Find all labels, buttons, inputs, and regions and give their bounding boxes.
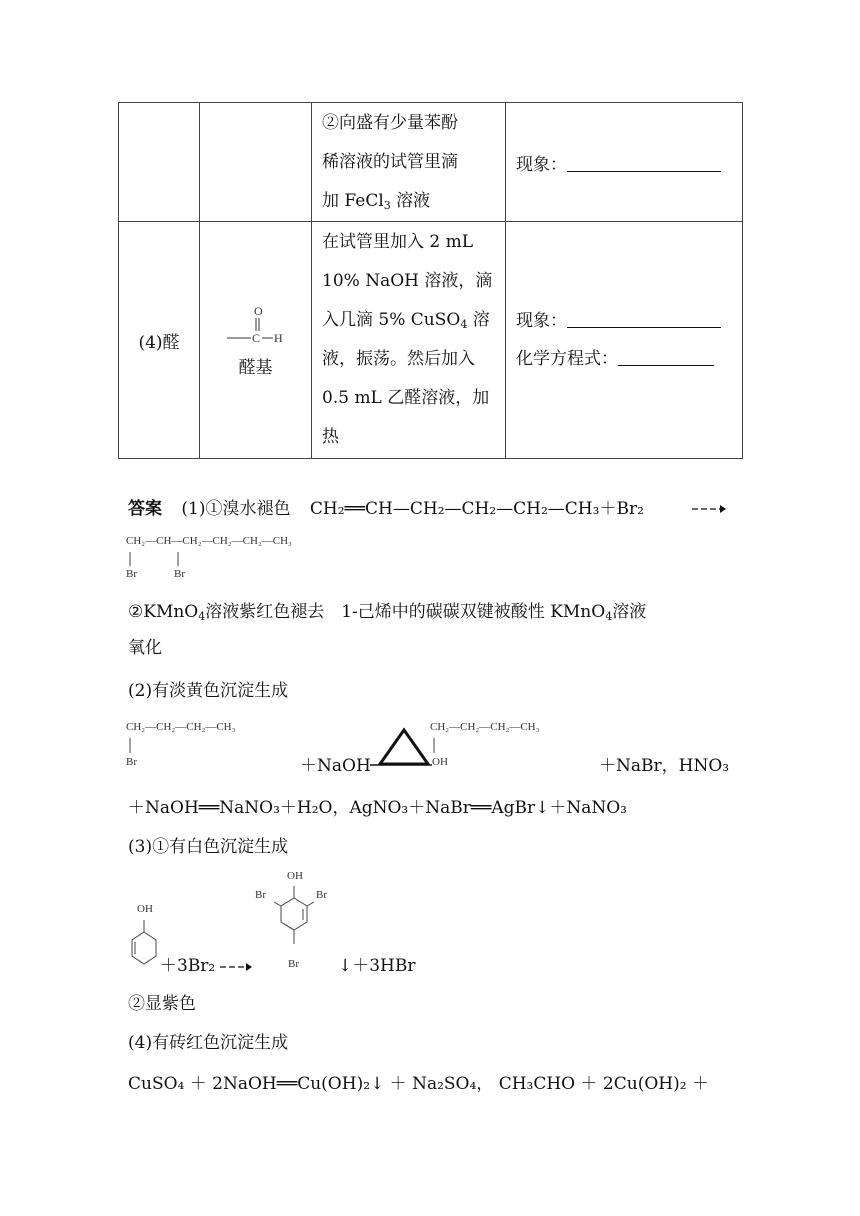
answer-part2-tail: ＋NaBr，HNO₃ (599, 756, 730, 776)
answer-label: 答案 (128, 499, 162, 519)
answer-line-1 (128, 498, 644, 520)
answer-blank (618, 349, 714, 366)
table-row (119, 103, 743, 222)
phenomenon-cell (506, 103, 743, 222)
bromine-atom-label: Br (126, 568, 137, 580)
category-cell (119, 103, 200, 222)
hydrogen-atom: H (273, 330, 283, 345)
answer-part3-intro: (3)①有白色沉淀生成 (128, 837, 289, 857)
category-cell (119, 222, 200, 459)
dibromohexane-structure: CH₂—CH—CH₂—CH₂—CH₂—CH₃ (126, 535, 292, 547)
tribromophenol-oh-label: OH (287, 870, 303, 882)
bromine-bonds (126, 550, 206, 586)
answer-part4-equation: CuSO₄ ＋ 2NaOH══Cu(OH)₂↓ ＋ Na₂SO₄， CH₃CHO ＋ 2Cu(OH)₂ ＋ (128, 1074, 709, 1094)
tribromophenol-ring-icon (264, 884, 328, 960)
phenomenon-label: 现象： (516, 311, 567, 331)
procedure-line: ②向盛有少量苯酚 (322, 112, 458, 133)
procedure-line: 液，振荡。然后加入 (322, 349, 475, 369)
answer-part1-intro: (1)①溴水褪色 (181, 499, 291, 519)
answer-part2-line2: ＋NaOH══NaNO₃＋H₂O，AgNO₃＋NaBr══AgBr↓＋NaNO₃ (128, 798, 628, 818)
phenomenon-label: 现象： (516, 154, 567, 175)
procedure-line: 10% NaOH 溶液，滴 (322, 271, 493, 291)
bromine-atom-label: Br (288, 958, 299, 970)
bromine-atom-label: Br (174, 568, 185, 580)
procedure-line: 在试管里加入 2 mL (322, 232, 474, 252)
procedure-line: 0.5 mL 乙醛溶液，加 (322, 388, 490, 408)
bond-line (430, 737, 440, 755)
table-row (119, 222, 743, 459)
equation-label: 化学方程式： (516, 349, 618, 369)
answer-part3-tail: ↓＋3HBr (338, 956, 416, 976)
procedure-line: 加 FeCl$_3$ 溶液 (322, 190, 431, 212)
group-cell (200, 222, 312, 459)
answer-part1-2: ②KMnO$_4$溶液紫红色褪去 1-己烯中的碳碳双键被酸性 KMnO$_4$溶液 (128, 602, 647, 623)
procedure-line: 热 (322, 427, 339, 447)
naoh-term: ＋NaOH (300, 756, 371, 776)
equation-left: CH₂══CH—CH₂—CH₂—CH₂—CH₃＋Br₂ (309, 499, 644, 519)
reaction-arrow-icon (218, 960, 252, 974)
procedure-cell (312, 222, 506, 459)
bromine-atom-label: Br (316, 889, 327, 901)
bromobutane-structure: CH₂—CH₂—CH₂—CH₃ (126, 721, 236, 733)
oxygen-atom: O (253, 303, 263, 318)
group-name: 醛基 (238, 357, 273, 378)
reaction-arrow-icon (690, 502, 726, 516)
answer-part4-intro: (4)有砖红色沉淀生成 (128, 1033, 289, 1053)
answer-part2-intro: (2)有淡黄色沉淀生成 (128, 681, 289, 701)
butanol-structure: CH₂—CH₂—CH₂—CH₃ (430, 721, 540, 733)
bromine-atom-label: Br (255, 889, 266, 901)
phenol-ring-icon (124, 918, 160, 974)
answer-part1-2-cont: 氧化 (128, 638, 162, 658)
bromine-term: ＋3Br₂ (160, 956, 216, 976)
answer-blank (567, 155, 721, 172)
aldehyde-group-structure (221, 303, 291, 351)
category-label: (4)醛 (138, 332, 180, 353)
carbon-atom: C (251, 330, 260, 345)
answer-blank (567, 311, 721, 328)
answer-part3-2: ②显紫色 (128, 994, 196, 1014)
group-cell (200, 103, 312, 222)
bond-line (126, 737, 136, 755)
experiment-table (118, 102, 743, 459)
bromine-atom-label: Br (126, 756, 137, 768)
phenomenon-cell (506, 222, 743, 459)
procedure-cell (312, 103, 506, 222)
hydroxyl-label: OH (432, 756, 448, 768)
procedure-line: 入几滴 5% CuSO$_4$ 溶 (322, 310, 490, 331)
procedure-line: 稀溶液的试管里滴 (322, 151, 458, 172)
phenol-oh-label: OH (137, 903, 153, 915)
